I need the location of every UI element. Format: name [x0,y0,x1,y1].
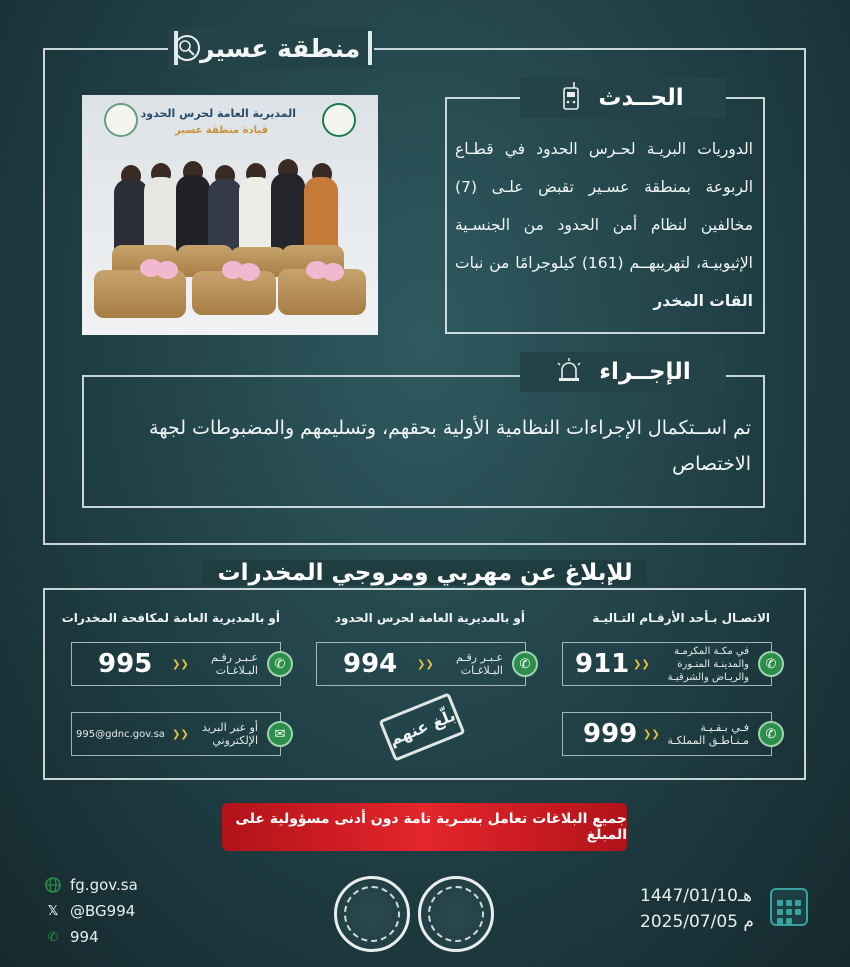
hotline-911-number: 911 [575,649,630,679]
contact-x[interactable] [44,902,135,920]
hotline-911-label: في مكـة المكرمـة والمدينـة المنـورة والريـاض والشرقيـة [667,645,749,683]
hotline-999[interactable] [562,712,777,756]
globe-icon [44,876,62,894]
hotline-994-label: عـبـر رقـم البـلاغـات [455,651,503,677]
contact-web-text: fg.gov.sa [70,876,138,894]
hotline-995[interactable] [71,642,286,686]
region-title-text: منطقة عسير [200,33,361,63]
mail-icon: ✉ [267,721,293,747]
arrow-icon: ❮❮ [633,658,650,670]
seizure-photo [82,95,378,335]
arrow-icon: ❮❮ [172,658,189,670]
region-title [168,27,374,69]
arrow-icon: ❮❮ [172,728,189,740]
contact-web[interactable] [44,876,138,894]
x-logo-icon: 𝕏 [47,903,59,919]
col-head-border-guard: أو بالمديرية العامة لحرس الحدود [334,611,525,625]
email-report[interactable] [71,712,286,756]
phone-icon: ✆ [758,651,784,677]
hotline-995-label: عـبـر رقـم البـلاغـات [210,651,258,677]
event-title-text: الحــدث [598,85,684,111]
arrow-icon: ❮❮ [417,658,434,670]
event-text [455,130,753,322]
siren-icon [555,358,583,386]
col-head-narcotics: أو بالمديرية العامة لمكافحة المخدرات [61,611,280,625]
event-body: الدوريات البريـة لحـرس الحدود في قطـاع الربوعة بمنطقة عسـير تقبض علـى (7) مخالفين لنظام أمن الحدود من الجنسـية الإثيوبيـة، لتهريبهــم (161) كيلوجرامًا من نبات [455,140,753,272]
hotline-999-number: 999 [583,719,638,749]
contact-phone-text: 994 [70,928,99,946]
search-map-icon [174,35,200,61]
contact-x-text: @BG994 [70,902,136,920]
report-title [0,560,850,586]
report-title-text: للإبلاغ عن مهربي ومروجي المخدرات [203,560,646,586]
action-title-text: الإجــراء [599,359,691,385]
event-title [520,78,726,118]
email-label: أو عبر البريد الإلكتروني [202,721,258,747]
title-bar-decoration [368,31,372,65]
action-title [520,352,726,392]
radio-icon [562,82,580,114]
email-address[interactable]: 995@gdnc.gov.sa [76,728,165,740]
hotline-999-label: فـي بـقـيـة مـنـاطـق المملكـة [667,721,749,747]
col-head-hotlines: الاتصـال بـأحد الأرقـام التـاليـة [592,611,770,625]
saudi-emblem-logo [322,103,356,137]
calendar-icon [770,888,808,926]
border-guard-logo [104,103,138,137]
action-text: تم اســتكمال الإجراءات النظامية الأولية بحقهم، وتسليمهم والمضبوطات لجهة الاختصاص [149,417,751,475]
arrow-icon: ❮❮ [643,728,660,740]
phone-icon: ✆ [758,721,784,747]
photo-org-name: المديرية العامة لحرس الحدود [140,107,296,120]
hotline-994-number: 994 [343,649,398,679]
report-stamp: بلّغ عنهم [379,692,466,761]
hotline-911[interactable] [562,642,777,686]
saudi-state-emblem [418,876,494,952]
phone-icon: ✆ [267,651,293,677]
confidentiality-notice: جميع البلاغات تعامل بسـرية تامة دون أدنى مسؤولية على المبلّغ [222,803,627,851]
hotline-994[interactable] [316,642,531,686]
phone-icon: ✆ [512,651,538,677]
date-hijri: 1447/01/10هـ [640,886,752,906]
photo-org-sub: قيادة منطقة عسير [175,125,268,136]
event-highlight: القات المخدر [653,292,753,310]
phone-icon: ✆ [47,929,59,945]
date-gregorian: 2025/07/05 م [640,912,754,932]
hotline-995-number: 995 [98,649,153,679]
contact-phone[interactable] [44,928,99,946]
border-guard-emblem [334,876,410,952]
